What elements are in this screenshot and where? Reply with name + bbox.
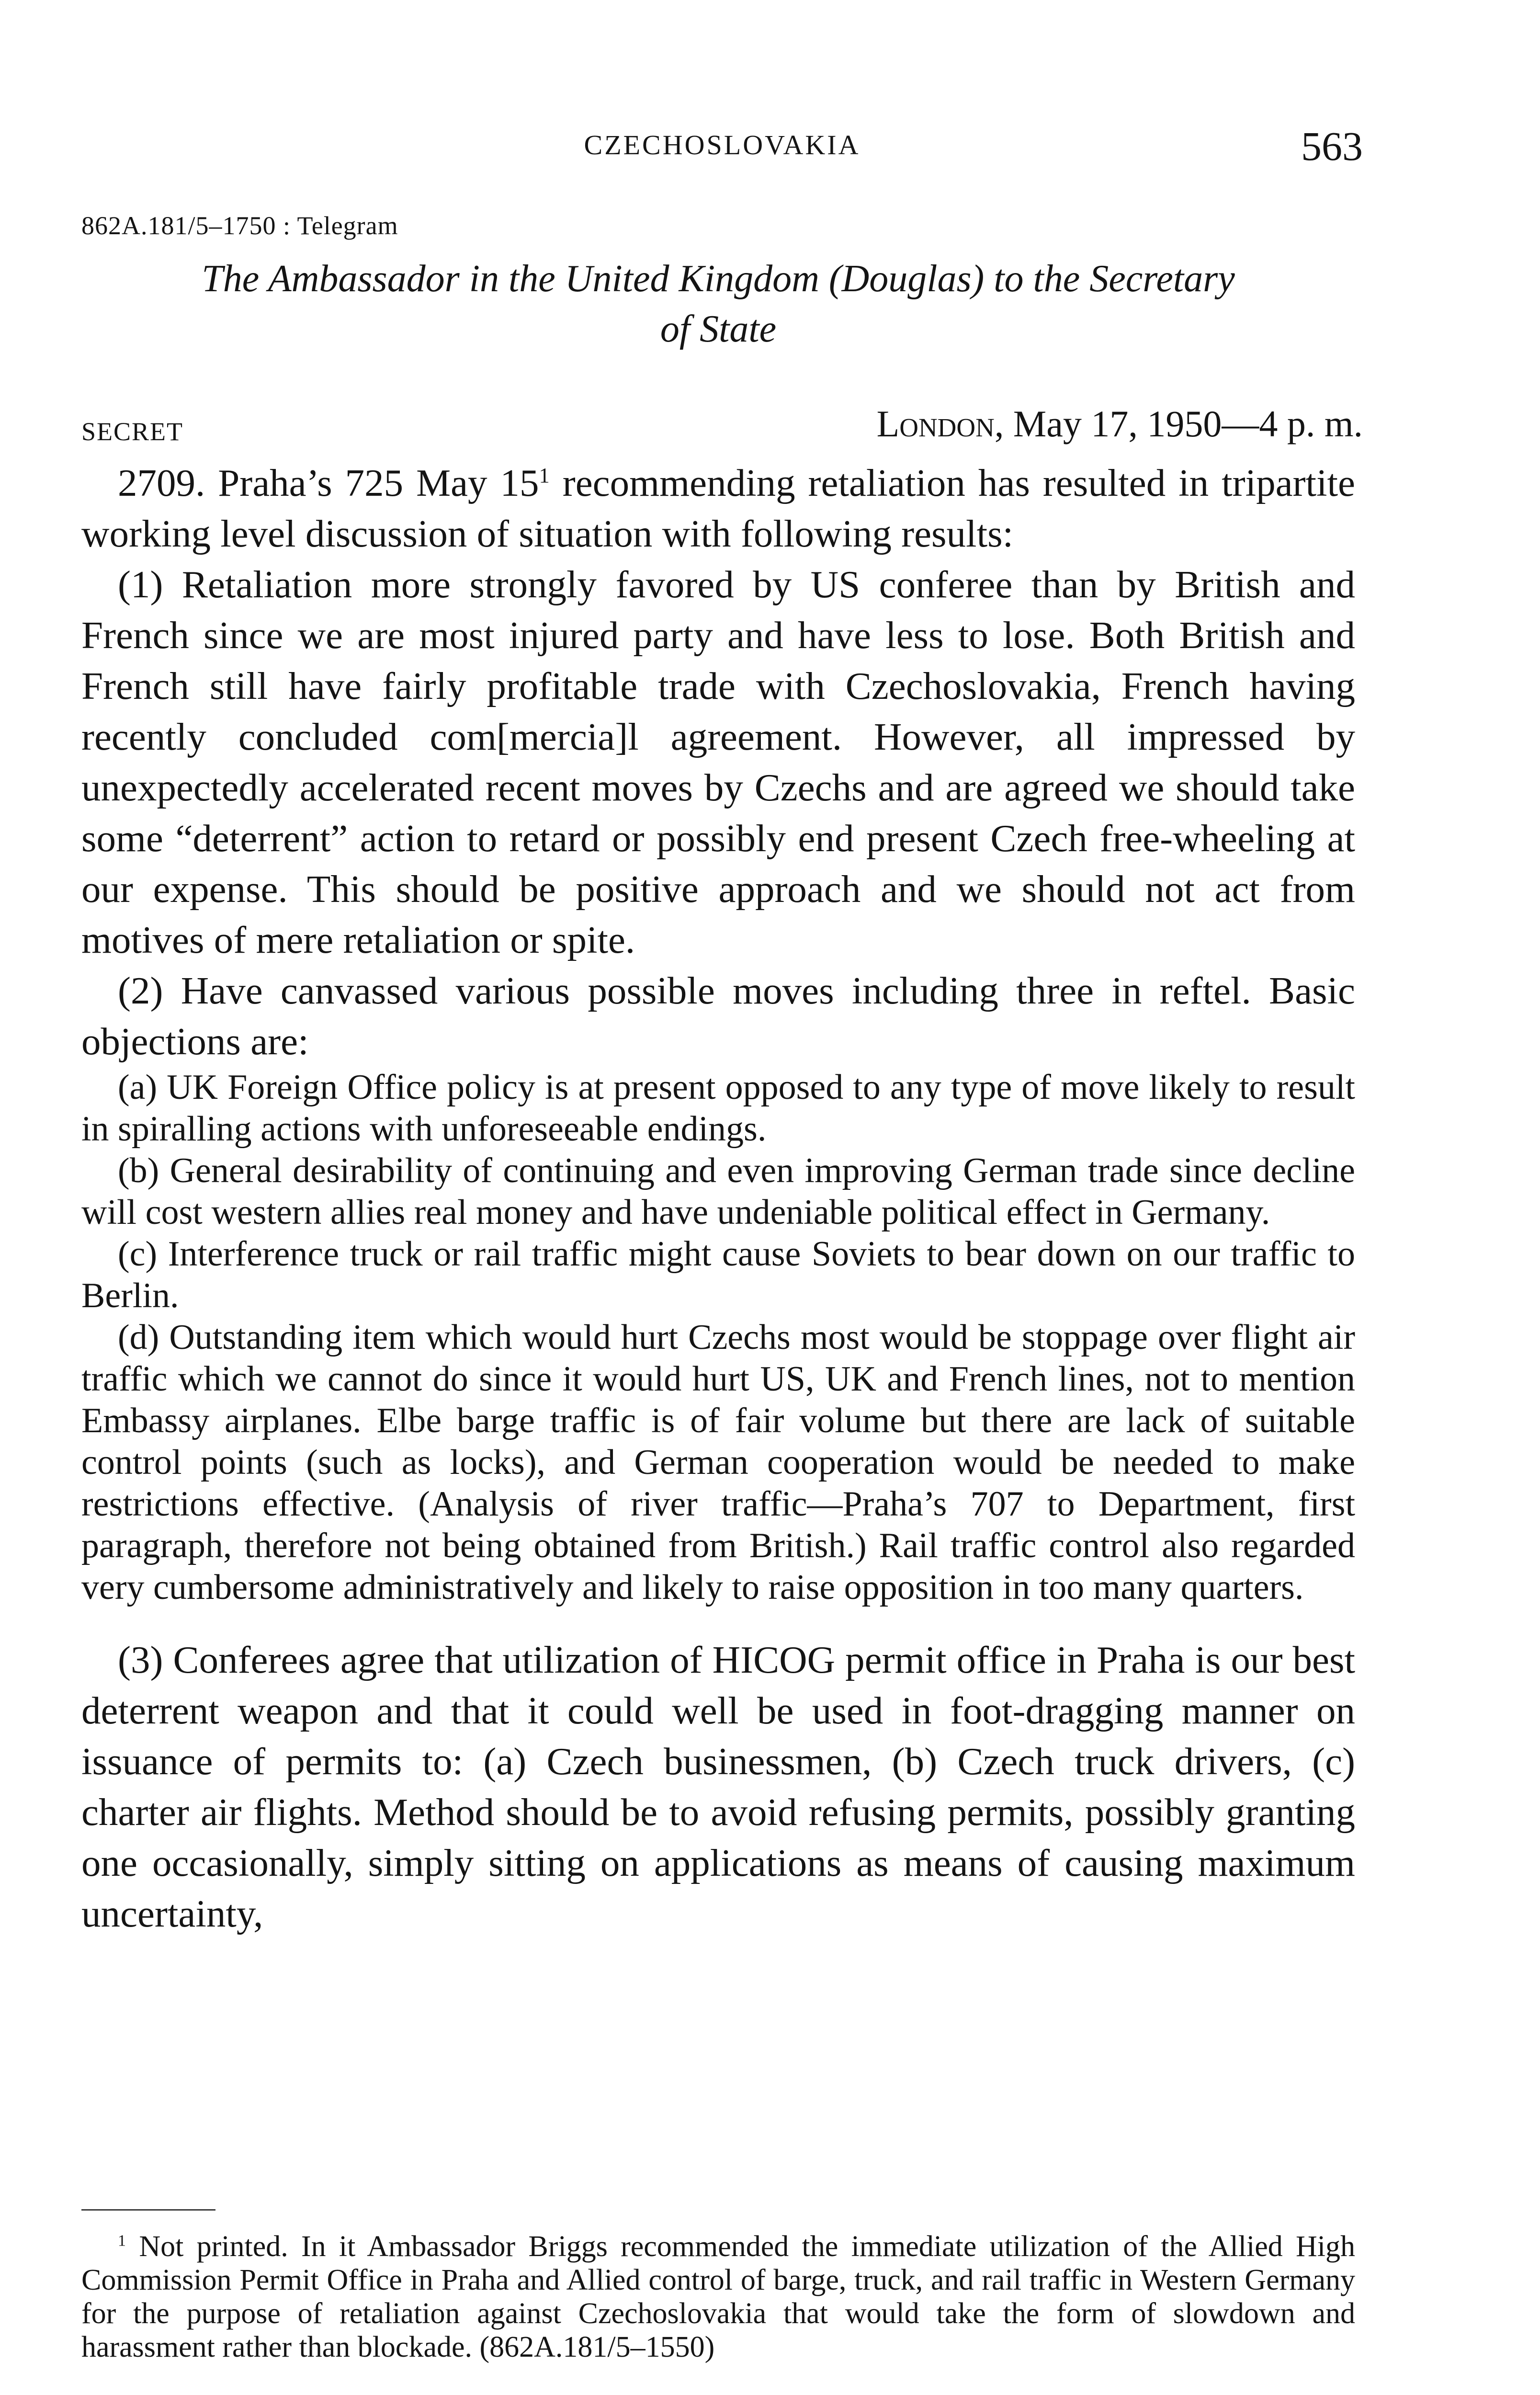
subparagraph-2c: (c) Interference truck or rail traffic might cause Soviets to bear down on our traffic to Berlin. bbox=[81, 1234, 1355, 1315]
page-number: 563 bbox=[1301, 123, 1363, 169]
paragraph-2709-rest: recommending retaliation has resulted in tripartite working level discussion of situation with following results: bbox=[81, 461, 1355, 555]
paragraph-2709 bbox=[81, 457, 1355, 559]
paragraph-2: (2) Have canvassed various possible moves including three in reftel. Basic objections are: bbox=[81, 969, 1355, 1063]
footnote-text bbox=[81, 2230, 1355, 2364]
subparagraph-2d: (d) Outstanding item which would hurt Czechs most would be stoppage over flight air traffic which we cannot do since it would hurt US, UK and French lines, not to mention Embassy airplanes. Elbe barge traffic is of fair volume but there are lack of suitable control points (such as locks), and German cooperation would be needed to make restrictions effective. (Analysis of river traffic—Praha’s 707 to Department, first paragraph, therefore not being obtained from British.) Rail traffic control also regarded very cumbersome administratively and likely to raise opposition in too many quarters. bbox=[81, 1318, 1355, 1607]
document-id: 862A.181/5–1750 : Telegram bbox=[81, 211, 398, 240]
subparagraph-2b: (b) General desirability of continuing and even improving German trade since decline will cost western allies real money and have undeniable political effect in Germany. bbox=[81, 1151, 1355, 1232]
heading-line-1: The Ambassador in the United Kingdom (Douglas) to the Secretary bbox=[202, 258, 1235, 300]
dateline-place: London bbox=[876, 403, 995, 445]
running-head-title: CZECHOSLOVAKIA bbox=[584, 129, 861, 160]
footnote-reference: 1 bbox=[539, 463, 550, 487]
footnote-marker: 1 bbox=[118, 2232, 126, 2250]
document-heading bbox=[81, 254, 1355, 354]
running-head bbox=[81, 122, 1363, 175]
dateline-date: , May 17, 1950—4 p. m. bbox=[994, 403, 1363, 445]
paragraph-1: (1) Retaliation more strongly favored by US conferee than by British and French since we are most injured party and have less to lose. Both British and French still have fairly profitable trade with Czechoslovakia, French having recently concluded com[mercia]l agreement. However, all impressed by unexpectedly accelerated recent moves by Czechs and are agreed we should take some “deterrent” action to retard or possibly end present Czech free-wheeling at our expense. This should be positive approach and we should not act from motives of mere retaliation or spite. bbox=[81, 563, 1355, 961]
footnote bbox=[81, 2230, 1355, 2364]
footnote-rule bbox=[81, 2209, 215, 2211]
paragraph-3: (3) Conferees agree that utilization of HICOG permit office in Praha is our best deterrent weapon and that it could well be used in foot-dragging manner on issuance of permits to: (a) Czech businessmen, (b) Czech truck drivers, (c) charter air flights. Method should be to avoid refusing permits, possibly granting one occasionally, simply sitting on applications as means of causing maximum uncertainty, bbox=[81, 1638, 1355, 1935]
footnote-body: Not printed. In it Ambassador Briggs recommended the immediate utilization of the Allied High Commission Permit Office in Praha and Allied control of barge, truck, and rail traffic in Western Germany for the purpose of retaliation against Czechoslovakia that would take the form of slowdown and harassment rather than blockade. (862A.181/5–1550) bbox=[81, 2230, 1355, 2363]
classification-label: SECRET bbox=[81, 417, 184, 446]
heading-line-2: of State bbox=[660, 308, 777, 350]
subparagraph-2a: (a) UK Foreign Office policy is at present opposed to any type of move likely to result in spiralling actions with unforeseeable endings. bbox=[81, 1068, 1355, 1149]
paragraph-2709-start: 2709. Praha’s 725 May 15 bbox=[118, 461, 539, 504]
telegram-body bbox=[81, 457, 1355, 1939]
dateline bbox=[877, 402, 1363, 445]
